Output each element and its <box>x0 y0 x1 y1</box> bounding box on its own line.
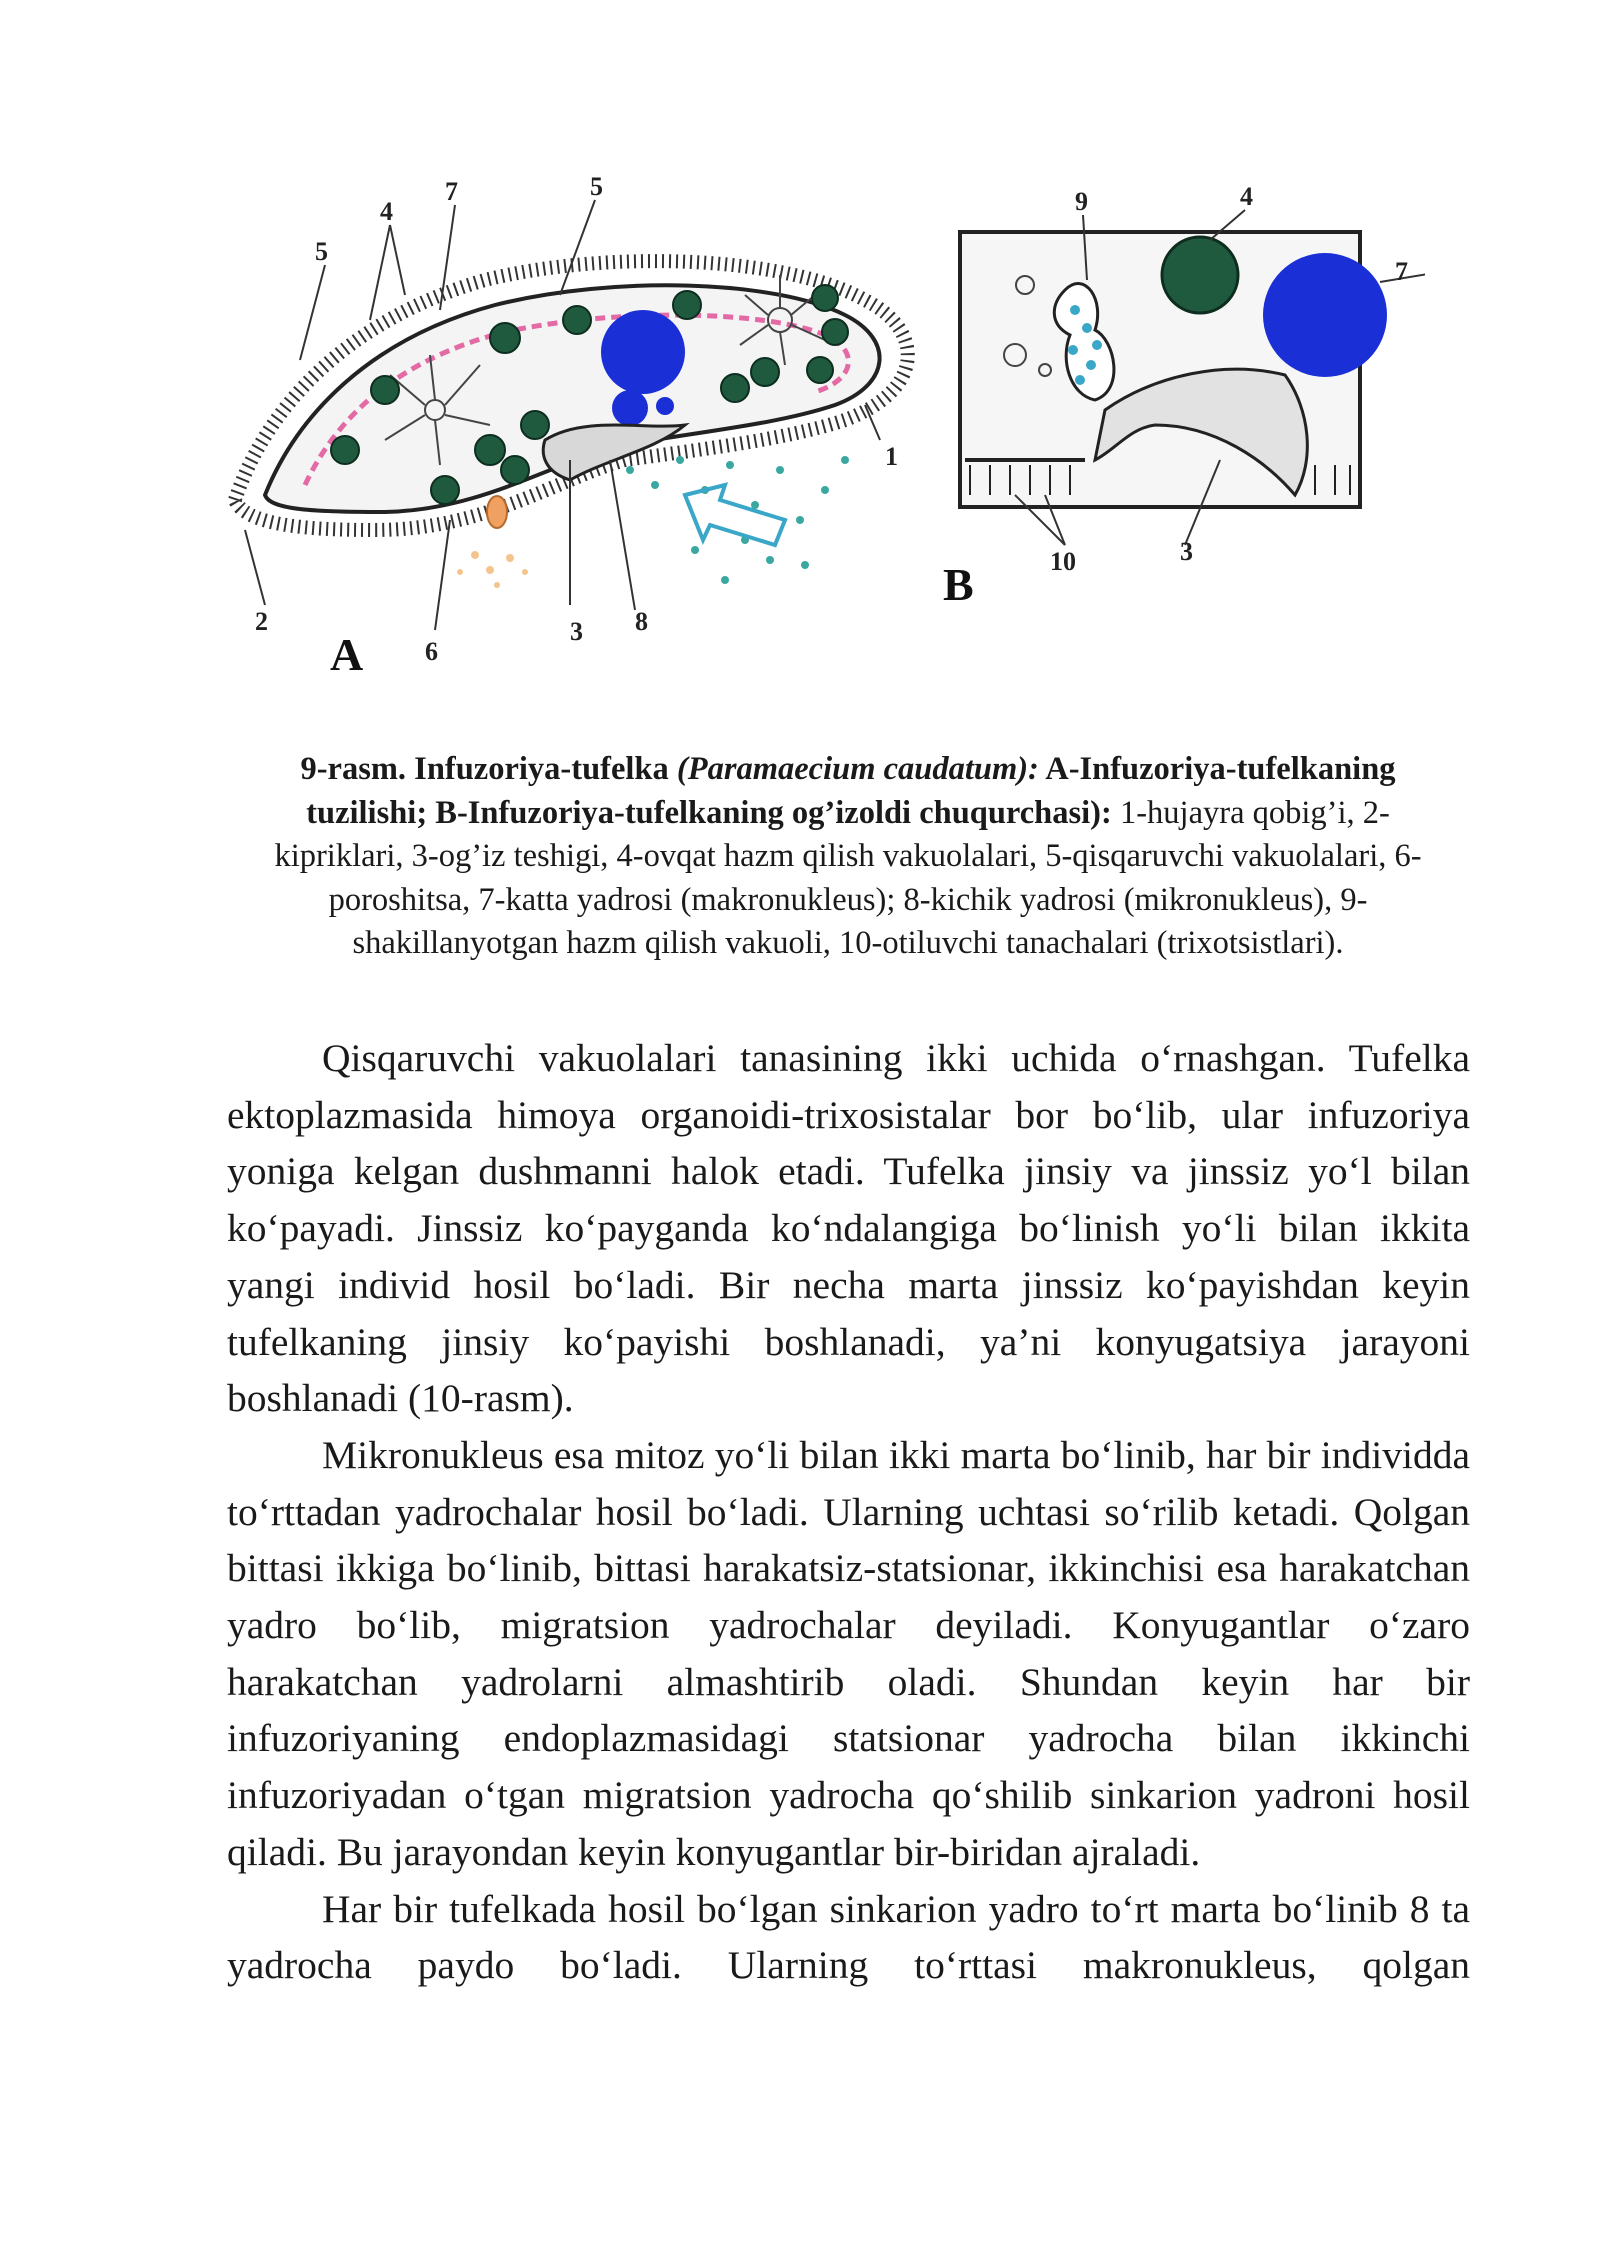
figure-caption <box>250 748 1446 966</box>
caption-latin-name: (Paramaecium caudatum): <box>676 751 1039 787</box>
callout-a-9: 8 <box>635 607 648 636</box>
panel-a-drawing <box>235 172 908 680</box>
callout-a-3: 7 <box>445 177 458 206</box>
callout-a-5: 1 <box>885 442 898 471</box>
nucleus-lobe <box>612 390 648 426</box>
callout-b-4: 10 <box>1050 547 1076 576</box>
oral-groove <box>543 425 685 480</box>
food-particles <box>626 456 849 584</box>
macronucleus <box>601 310 685 394</box>
callout-a-8: 3 <box>570 617 583 646</box>
callout-b-3: 7 <box>1395 257 1408 286</box>
caption-legend: 1-hujayra qobig’i, 2-kipriklari, 3-og’iz teshigi, 4-ovqat hazm qilish vakuolalari, 5-qisqaruvchi vakuolalari, 6-poroshitsa, 7-katta yadrosi (makronukleus); 8-kichik yadrosi (mikronukleus), 9-shakillanyotgan hazm qilish vakuoli, 10-otiluvchi tanachalari (trixotsistlari). <box>274 794 1422 961</box>
paramecium-figure <box>225 160 1425 690</box>
callout-a-1: 5 <box>315 237 328 266</box>
macronucleus-detail <box>1263 253 1387 377</box>
paragraph-2: Mikronukleus esa mitoz yo‘li bilan ikki marta bo‘linib, har bir individda to‘rttadan yadrochalar hosil bo‘ladi. Ularning uchtasi so‘rilib ketadi. Qolgan bittasi ikkiga bo‘linib, bittasi harakatsiz-statsionar, ikkinchisi esa harakatchan yadro bo‘lib, migratsion yadrochalar deyiladi. Konyugantlar o‘zaro harakatchan yadrolarni almashtirib oladi. Shundan keyin har bir infuzoriyaning endoplazmasidagi statsionar yadrocha bilan ikkinchi infuzoriyadan o‘tgan migratsion yadrocha qo‘shilib sinkarion yadroni hosil qiladi. Bu jarayondan keyin konyugantlar bir-biridan ajraladi. <box>227 1432 1470 1874</box>
paragraph-1: Qisqaruvchi vakuolalari tanasining ikki uchida o‘rnashgan. Tufelka ektoplazmasida himoya organoidi-trixosistalar bor bo‘lib, ular infuzoriya yoniga kelgan dushmanni halok etadi. Tufelka jinsiy va jinssiz yo‘l bilan ko‘payadi. Jinssiz ko‘payganda ko‘ndalangiga bo‘linish yo‘li bilan ikkita yangi individ hosil bo‘ladi. Bir necha marta jinssiz ko‘payishdan keyin tufelkaning jinsiy ko‘payishi boshlanadi, ya’ni konyugatsiya jarayoni boshlanadi (10-rasm). <box>227 1036 1470 1421</box>
body-text <box>227 1030 1470 1994</box>
callout-a-7: 6 <box>425 637 438 666</box>
cytopyge <box>487 496 507 528</box>
callout-b-1: 9 <box>1075 187 1088 216</box>
panel-b-drawing <box>943 182 1425 610</box>
callout-a-6: 2 <box>255 607 268 636</box>
figure-svg <box>225 160 1425 690</box>
caption-lead: 9-rasm. Infuzoriya-tufelka <box>300 751 677 787</box>
panel-a-label: A <box>330 629 364 680</box>
micronucleus <box>656 397 674 415</box>
waste-particles <box>457 551 528 588</box>
callout-b-5: 3 <box>1180 537 1193 566</box>
caption-parts: A-Infuzoriya-tufelkaning tuzilishi; B-Infuzoriya-tufelkaning og’izoldi chuqurchasi): <box>306 751 1396 831</box>
callout-a-4: 5 <box>590 172 603 201</box>
food-vacuole-detail <box>1162 237 1238 313</box>
callout-b-2: 4 <box>1240 182 1253 211</box>
callout-a-2: 4 <box>380 197 393 226</box>
paragraph-3: Har bir tufelkada hosil bo‘lgan sinkarion yadro to‘rt marta bo‘linib 8 ta yadrocha paydo bo‘ladi. Ularning to‘rttasi makronukleus, qolgan <box>227 1886 1470 1988</box>
panel-b-label: B <box>943 559 974 610</box>
food-direction-arrow <box>685 485 785 545</box>
